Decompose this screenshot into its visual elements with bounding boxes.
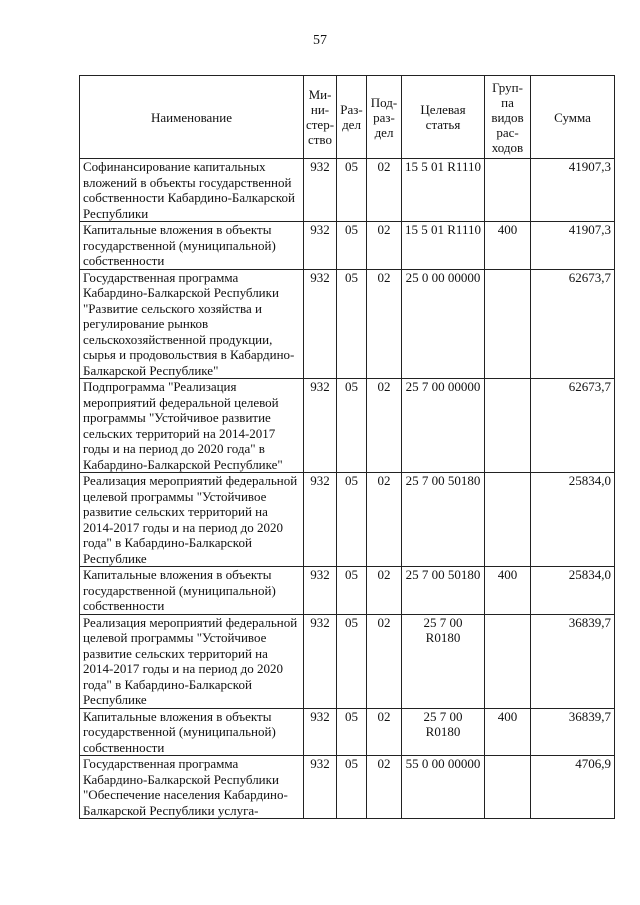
- row-sum-cell: 62673,7: [531, 269, 615, 379]
- row-sum-cell: 36839,7: [531, 708, 615, 756]
- row-name-cell: Капитальные вложения в объекты государственной (муниципальной) собственности: [80, 222, 304, 270]
- table-row: [80, 756, 615, 819]
- row-ministry-cell: 932: [304, 756, 337, 819]
- row-group-cell: 400: [485, 222, 531, 270]
- header-name: Наименование: [80, 76, 304, 159]
- budget-table: [79, 75, 615, 819]
- table-row: [80, 222, 615, 270]
- row-subsection-cell: 02: [367, 379, 402, 473]
- row-section-cell: 05: [337, 567, 367, 615]
- header-group: Груп- па видов рас- ходов: [485, 76, 531, 159]
- row-sum-cell: 4706,9: [531, 756, 615, 819]
- header-ministry: Ми- ни- стер- ство: [304, 76, 337, 159]
- table-row: [80, 269, 615, 379]
- row-sum-cell: 41907,3: [531, 222, 615, 270]
- row-sum-cell: 41907,3: [531, 159, 615, 222]
- row-name-cell: Реализация мероприятий федеральной целевой программы "Устойчивое развитие сельских территорий на 2014-2017 годы и на период до 2020 года" в Кабардино-Балкарской Республике: [80, 614, 304, 708]
- row-ministry-cell: 932: [304, 708, 337, 756]
- row-group-cell: [485, 473, 531, 567]
- row-ministry-cell: 932: [304, 614, 337, 708]
- row-subsection-cell: 02: [367, 473, 402, 567]
- row-group-cell: [485, 159, 531, 222]
- row-group-cell: [485, 614, 531, 708]
- row-sum-cell: 25834,0: [531, 567, 615, 615]
- row-ministry-cell: 932: [304, 269, 337, 379]
- row-section-cell: 05: [337, 708, 367, 756]
- row-subsection-cell: 02: [367, 708, 402, 756]
- row-ministry-cell: 932: [304, 222, 337, 270]
- row-ministry-cell: 932: [304, 379, 337, 473]
- row-name-cell: Подпрограмма "Реализация мероприятий федеральной целевой программы "Устойчивое развитие сельских территорий на 2014-2017 годы и на период до 2020 года" в Кабардино-Балкарской Республике": [80, 379, 304, 473]
- row-target-cell: 25 7 00 R0180: [402, 708, 485, 756]
- row-sum-cell: 25834,0: [531, 473, 615, 567]
- header-target: Целевая статья: [402, 76, 485, 159]
- row-section-cell: 05: [337, 269, 367, 379]
- row-section-cell: 05: [337, 222, 367, 270]
- row-target-cell: 55 0 00 00000: [402, 756, 485, 819]
- header-section: Раз- дел: [337, 76, 367, 159]
- row-subsection-cell: 02: [367, 614, 402, 708]
- row-target-cell: 25 7 00 00000: [402, 379, 485, 473]
- table-row: [80, 567, 615, 615]
- row-name-cell: Софинансирование капитальных вложений в объекты государственной собственности Кабардино-Балкарской Республики: [80, 159, 304, 222]
- row-target-cell: 15 5 01 R1110: [402, 159, 485, 222]
- row-ministry-cell: 932: [304, 567, 337, 615]
- row-group-cell: 400: [485, 708, 531, 756]
- row-subsection-cell: 02: [367, 269, 402, 379]
- table-row: [80, 159, 615, 222]
- row-target-cell: 25 7 00 50180: [402, 473, 485, 567]
- row-target-cell: 25 7 00 50180: [402, 567, 485, 615]
- table-row: [80, 379, 615, 473]
- row-name-cell: Реализация мероприятий федеральной целевой программы "Устойчивое развитие сельских территорий на 2014-2017 годы и на период до 2020 года" в Кабардино-Балкарской Республике: [80, 473, 304, 567]
- row-ministry-cell: 932: [304, 159, 337, 222]
- page-number: 57: [313, 33, 327, 48]
- row-subsection-cell: 02: [367, 756, 402, 819]
- row-group-cell: [485, 379, 531, 473]
- row-ministry-cell: 932: [304, 473, 337, 567]
- row-target-cell: 15 5 01 R1110: [402, 222, 485, 270]
- row-subsection-cell: 02: [367, 222, 402, 270]
- row-sum-cell: 36839,7: [531, 614, 615, 708]
- table-row: [80, 473, 615, 567]
- row-section-cell: 05: [337, 614, 367, 708]
- row-sum-cell: 62673,7: [531, 379, 615, 473]
- header-sum: Сумма: [531, 76, 615, 159]
- row-subsection-cell: 02: [367, 567, 402, 615]
- row-section-cell: 05: [337, 159, 367, 222]
- row-name-cell: Капитальные вложения в объекты государственной (муниципальной) собственности: [80, 708, 304, 756]
- row-target-cell: 25 0 00 00000: [402, 269, 485, 379]
- row-group-cell: 400: [485, 567, 531, 615]
- row-name-cell: Государственная программа Кабардино-Балкарской Республики "Развитие сельского хозяйства и регулирование рынков сельскохозяйственной продукции, сырья и продовольствия в Кабардино-Балкарской Республике": [80, 269, 304, 379]
- table-row: [80, 708, 615, 756]
- row-section-cell: 05: [337, 756, 367, 819]
- table-row: [80, 614, 615, 708]
- row-name-cell: Капитальные вложения в объекты государственной (муниципальной) собственности: [80, 567, 304, 615]
- row-target-cell: 25 7 00 R0180: [402, 614, 485, 708]
- row-section-cell: 05: [337, 379, 367, 473]
- row-subsection-cell: 02: [367, 159, 402, 222]
- row-name-cell: Государственная программа Кабардино-Балкарской Республики "Обеспечение населения Кабардино-Балкарской Республики услуга-: [80, 756, 304, 819]
- row-group-cell: [485, 269, 531, 379]
- header-subsection: Под- раз- дел: [367, 76, 402, 159]
- row-section-cell: 05: [337, 473, 367, 567]
- header-row: [80, 76, 615, 159]
- row-group-cell: [485, 756, 531, 819]
